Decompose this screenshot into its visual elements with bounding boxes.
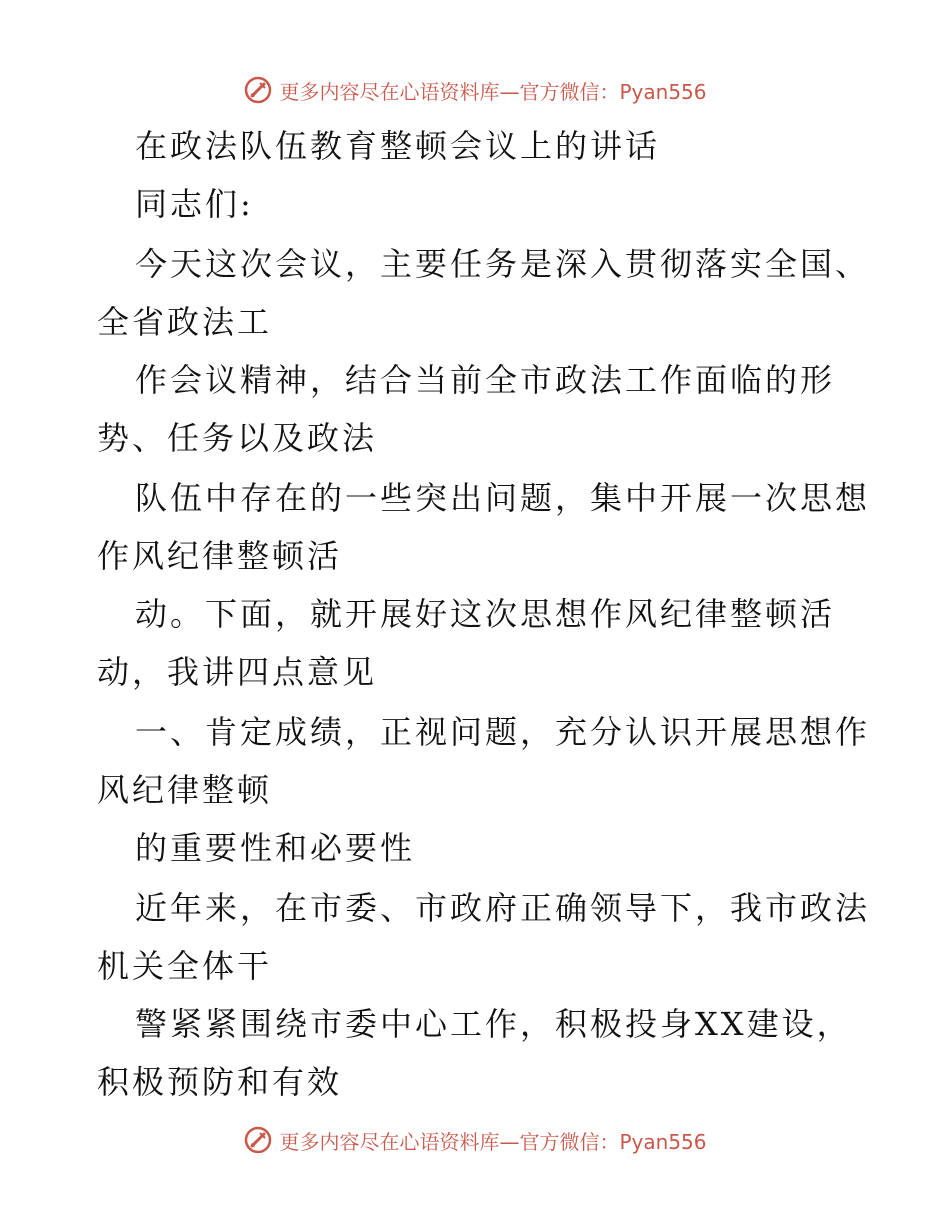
text-line: 作会议精神，结合当前全市政法工作面临的形 <box>135 361 836 399</box>
text-line: 作风纪律整顿活 <box>97 537 343 575</box>
text-line: 队伍中存在的一些突出问题，集中开展一次思想 <box>135 479 871 517</box>
text-line: 全省政法工 <box>97 303 273 341</box>
salutation: 同志们: <box>135 185 254 223</box>
watermark-wechat-id: Pyan556 <box>619 79 707 104</box>
header-watermark <box>0 70 950 110</box>
text-line: 今天这次会议，主要任务是深入贯彻落实全国、 <box>135 245 871 283</box>
watermark-wechat-id: Pyan556 <box>619 1129 707 1154</box>
watermark-text: 更多内容尽在心语资料库—官方微信： <box>279 1129 620 1154</box>
text-line: 势、任务以及政法 <box>97 419 378 457</box>
text-line: 近年来，在市委、市政府正确领导下，我市政法 <box>135 889 871 927</box>
text-line: 动。下面，就开展好这次思想作风纪律整顿活 <box>135 595 836 633</box>
seal-logo-icon <box>243 75 273 105</box>
text-line: 警紧紧围绕市委中心工作，积极投身XX建设， <box>135 1005 852 1043</box>
watermark-text: 更多内容尽在心语资料库—官方微信： <box>279 79 620 104</box>
text-line: 机关全体干 <box>97 947 273 985</box>
seal-logo-icon <box>243 1125 273 1155</box>
section-heading-cont: 风纪律整顿 <box>97 771 273 809</box>
document-title: 在政法队伍教育整顿会议上的讲话 <box>135 127 661 165</box>
text-line: 动，我讲四点意见 <box>97 653 378 691</box>
text-line: 积极预防和有效 <box>97 1063 343 1101</box>
section-heading-cont: 的重要性和必要性 <box>135 829 416 867</box>
section-heading: 一、肯定成绩，正视问题，充分认识开展思想作 <box>135 713 871 751</box>
footer-watermark <box>0 1120 950 1160</box>
